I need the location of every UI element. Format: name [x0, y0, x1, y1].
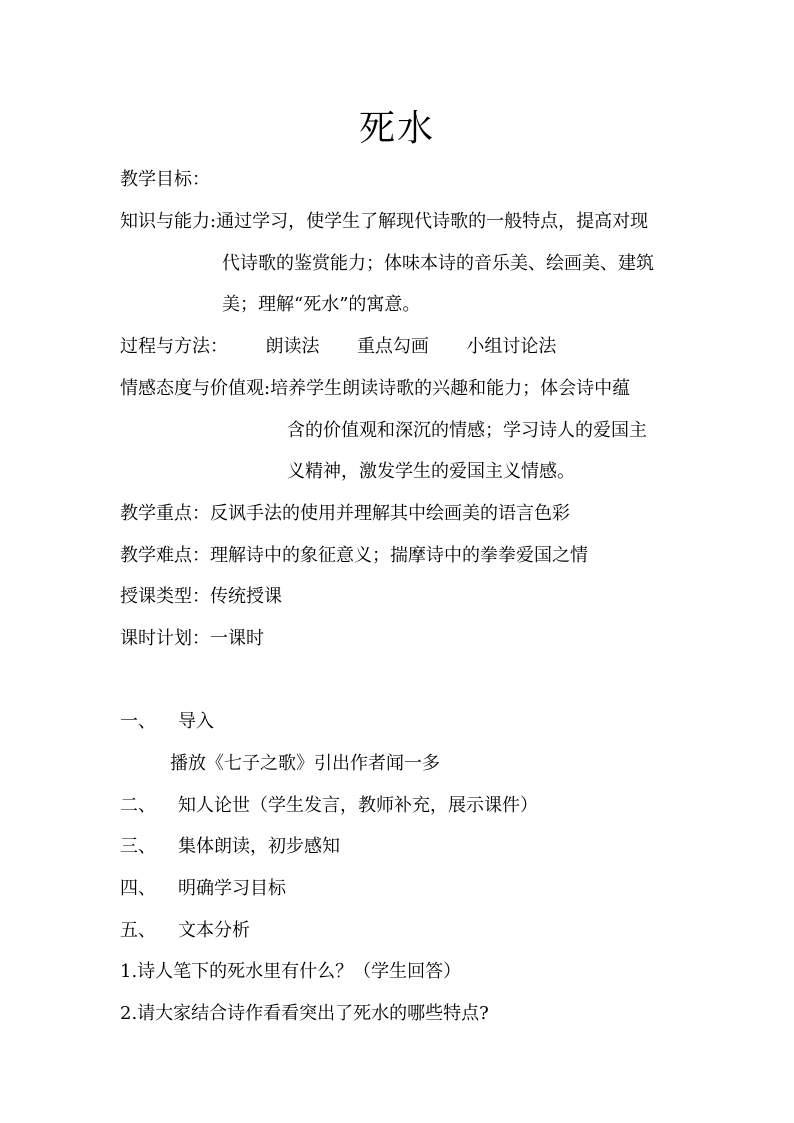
schedule: 课时计划：一课时 — [120, 628, 264, 649]
step-item — [120, 793, 538, 819]
key-point: 教学重点：反讽手法的使用并理解其中绘画美的语言色彩 — [120, 503, 570, 524]
question-item: 2.请大家结合诗作看看突出了死水的哪些特点? — [120, 1003, 489, 1024]
objectives-heading: 教学目标： — [120, 169, 210, 190]
step-number: 五、 — [120, 920, 156, 941]
step-text: 集体朗读，初步感知 — [178, 836, 340, 857]
question-item: 1.诗人笔下的死水里有什么？（学生回答） — [120, 961, 462, 982]
step-number: 三、 — [120, 836, 156, 857]
knowledge-line-3: 美；理解“死水”的寓意。 — [222, 294, 421, 315]
knowledge-line-2: 代诗歌的鉴赏能力；体味本诗的音乐美、绘画美、建筑 — [222, 253, 654, 274]
process-label: 过程与方法： — [120, 336, 228, 357]
emotion-text-1: 培养学生朗读诗歌的兴趣和能力；体会诗中蕴 — [270, 378, 631, 399]
emotion-line-3: 义精神，激发学生的爱国主义情感。 — [287, 461, 575, 482]
step-item — [120, 709, 214, 735]
method-annotation: 重点勾画 — [356, 336, 429, 357]
emotion-line-2: 含的价值观和深沉的情感；学习诗人的爱国主 — [287, 420, 647, 441]
lesson-type: 授课类型：传统授课 — [120, 586, 282, 607]
step-text: 知人论世（学生发言，教师补充，展示课件） — [178, 795, 538, 816]
step-text: 明确学习目标 — [178, 878, 286, 899]
knowledge-line-1 — [120, 209, 648, 235]
intro-detail: 播放《七子之歌》引出作者闻一多 — [170, 753, 440, 774]
difficulty: 教学难点：理解诗中的象征意义；揣摩诗中的拳拳爱国之情 — [120, 545, 588, 566]
step-item — [120, 876, 286, 902]
step-text: 文本分析 — [178, 920, 250, 941]
step-text: 导入 — [178, 711, 214, 732]
process-line — [120, 334, 556, 360]
method-group-discussion: 小组讨论法 — [466, 336, 557, 357]
step-number: 一、 — [120, 711, 156, 732]
emotion-line-1 — [120, 376, 630, 402]
step-item — [120, 918, 250, 944]
knowledge-label: 知识与能力: — [120, 211, 217, 232]
step-item — [120, 834, 340, 860]
knowledge-text-1: 通过学习，使学生了解现代诗歌的一般特点，提高对现 — [216, 211, 649, 232]
step-number: 四、 — [120, 878, 156, 899]
step-number: 二、 — [120, 795, 156, 816]
emotion-label: 情感态度与价值观: — [120, 378, 271, 399]
document-title: 死水 — [358, 108, 435, 149]
method-reading: 朗读法 — [265, 336, 320, 357]
